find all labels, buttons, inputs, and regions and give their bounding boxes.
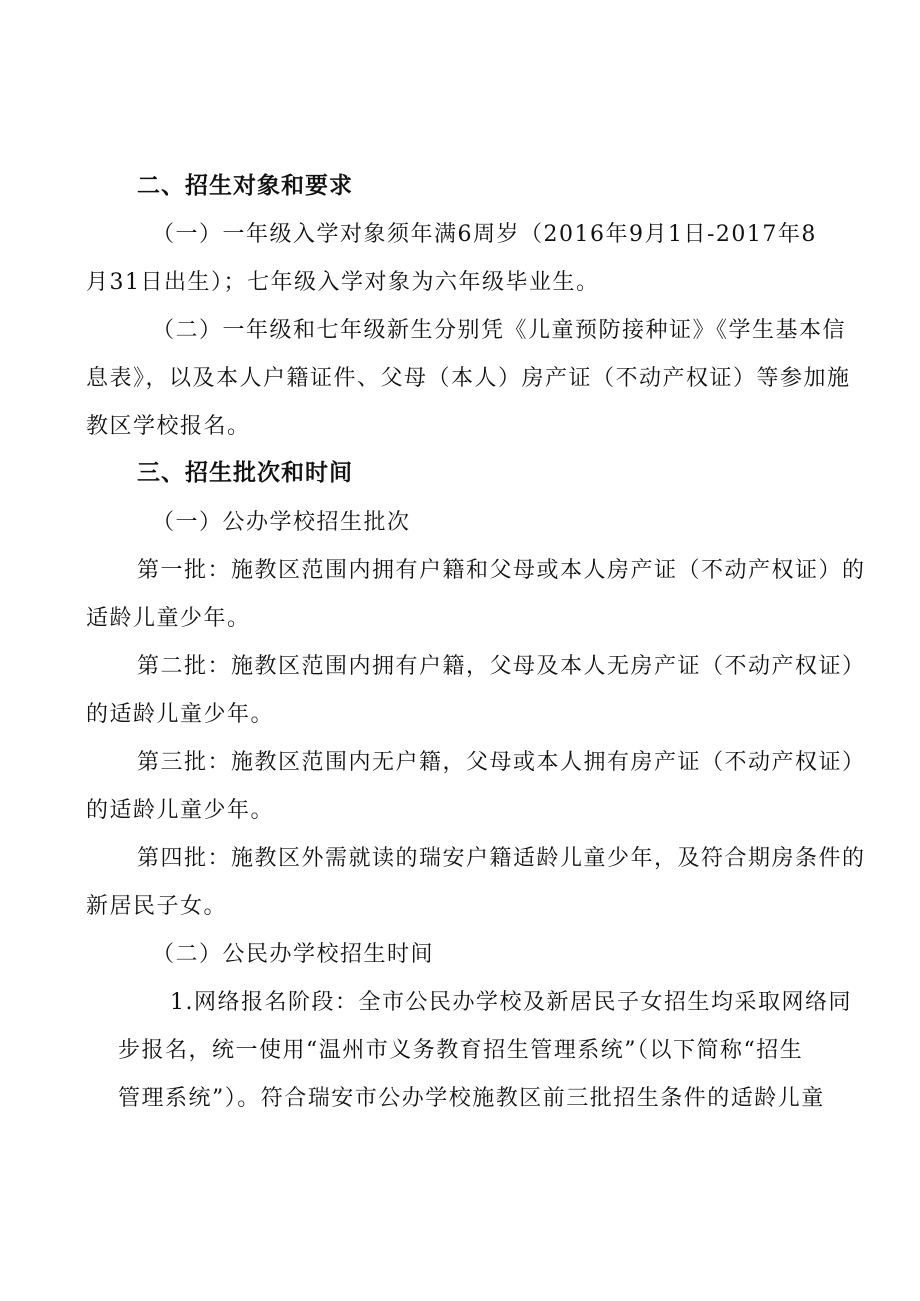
batch-2-line-1: 第二批：施教区范围内拥有户籍，父母及本人无房产证（不动产权证） [137,654,866,679]
batch-4-line-1: 第四批：施教区外需就读的瑞安户籍适龄儿童少年，及符合期房条件的 [137,846,866,871]
section-2-item-1-line-1: （一）一年级入学对象须年满6周岁（2016年9月1日-2017年8 [152,222,817,247]
section-2-item-2-line-2: 息表》，以及本人户籍证件、父母（本人）房产证（不动产权证）等参加施 [86,366,851,391]
batch-1-line-2: 适龄儿童少年。 [86,606,251,631]
batch-4-line-2: 新居民子女。 [86,894,228,919]
batch-2-line-2: 的适龄儿童少年。 [86,702,275,727]
batch-3-line-2: 的适龄儿童少年。 [86,798,275,823]
stage-1-line-3: 管理系统”）。符合瑞安市公办学校施教区前三批招生条件的适龄儿童 [118,1086,825,1111]
section-2-heading: 二、招生对象和要求 [137,173,353,199]
stage-1-line-1: 1.网络报名阶段：全市公民办学校及新居民子女招生均采取网络同 [170,990,852,1015]
section-3-heading: 三、招生批次和时间 [137,460,353,486]
section-3-sub-2-title: （二）公民办学校招生时间 [152,942,435,967]
batch-1-line-1: 第一批：施教区范围内拥有户籍和父母或本人房产证（不动产权证）的 [137,558,866,583]
section-2-item-2-line-1: （二）一年级和七年级新生分别凭《儿童预防接种证》《学生基本信 [152,318,847,343]
section-3-sub-1-title: （一）公办学校招生批次 [152,510,411,535]
stage-1-line-2: 步报名，统一使用“温州市义务教育招生管理系统”（以下简称“招生 [118,1038,804,1063]
section-2-item-1-line-2: 月31日出生）；七年级入学对象为六年级毕业生。 [86,270,600,295]
section-2-item-2-line-3: 教区学校报名。 [86,414,251,439]
batch-3-line-1: 第三批：施教区范围内无户籍，父母或本人拥有房产证（不动产权证） [137,750,866,775]
